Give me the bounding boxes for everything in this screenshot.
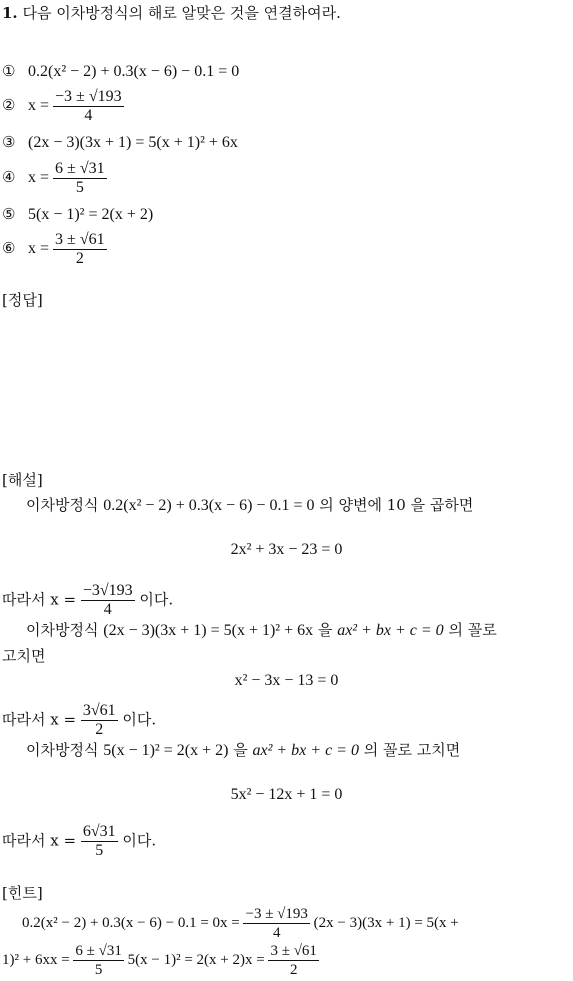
hint-fraction xyxy=(243,905,309,942)
hint-expression: 1)² + 6xx = xyxy=(2,951,70,968)
fraction-numerator: 6 ± √31 xyxy=(55,160,105,177)
fraction-denominator: 4 xyxy=(103,601,112,618)
solution-text: 이다. xyxy=(122,831,157,850)
hint-fraction xyxy=(268,942,318,979)
hint-line-1 xyxy=(22,905,459,942)
solution-line-3 xyxy=(26,739,460,760)
hint-fraction xyxy=(73,942,123,979)
item-marker: ① xyxy=(2,64,16,80)
solution-text: 을 xyxy=(233,741,248,759)
question-prompt: 다음 이차방정식의 해로 알맞은 것을 연결하여라. xyxy=(22,4,341,22)
solution-text: 따라서 x = xyxy=(2,590,77,609)
fraction-numerator: −3√193 xyxy=(82,582,133,599)
item-expression: 0.2(x² − 2) + 0.3(x − 6) − 0.1 = 0 xyxy=(28,63,240,80)
question-number: 1. xyxy=(2,4,18,22)
solution-equation-2: x² − 3x − 13 = 0 xyxy=(234,672,339,689)
fraction-denominator: 2 xyxy=(75,250,84,267)
item-fraction xyxy=(53,231,107,268)
item-marker: ⑤ xyxy=(2,207,16,223)
fraction-denominator: 5 xyxy=(94,962,103,978)
solution-text: 이차방정식 xyxy=(26,741,99,759)
result-fraction xyxy=(81,702,118,739)
result-fraction xyxy=(81,582,135,619)
hint-line-2 xyxy=(2,942,319,979)
item-marker: ③ xyxy=(2,135,16,151)
solution-label: [해설] xyxy=(2,471,43,489)
solution-result-1 xyxy=(2,582,173,619)
solution-text: 이차방정식 xyxy=(26,496,99,514)
solution-result-2 xyxy=(2,702,156,739)
fraction-numerator: 3 ± √61 xyxy=(270,943,317,959)
item-marker: ⑥ xyxy=(2,241,16,258)
solution-text: 이차방정식 xyxy=(26,621,99,639)
item-lhs: x = xyxy=(28,97,50,115)
item-marker: ② xyxy=(2,98,16,115)
fraction-denominator: 2 xyxy=(95,721,104,738)
item-2 xyxy=(2,88,124,125)
fraction-numerator: −3 ± √193 xyxy=(55,88,122,105)
item-lhs: x = xyxy=(28,240,50,258)
item-expression: 5(x − 1)² = 2(x + 2) xyxy=(28,206,154,223)
fraction-denominator: 2 xyxy=(289,962,298,978)
fraction-denominator: 5 xyxy=(95,842,104,859)
solution-text: 의 꼴로 고치면 xyxy=(363,741,461,759)
solution-result-3 xyxy=(2,823,156,860)
item-1 xyxy=(2,62,239,81)
solution-text: 따라서 x = xyxy=(2,831,77,850)
result-fraction xyxy=(81,823,118,860)
hint-label: [힌트] xyxy=(2,884,43,902)
solution-expression: 0.2(x² − 2) + 0.3(x − 6) − 0.1 = 0 xyxy=(103,497,315,514)
solution-line-1 xyxy=(26,494,473,515)
item-6 xyxy=(2,231,107,268)
fraction-numerator: 3 ± √61 xyxy=(55,231,105,248)
fraction-denominator: 4 xyxy=(84,107,93,124)
solution-line-2-cont: 고치면 xyxy=(2,647,46,665)
item-4 xyxy=(2,160,107,197)
answer-label: [정답] xyxy=(2,291,43,309)
solution-text: 의 꼴로 xyxy=(448,621,497,639)
item-expression: (2x − 3)(3x + 1) = 5(x + 1)² + 6x xyxy=(28,134,238,151)
solution-equation-1: 2x² + 3x − 23 = 0 xyxy=(230,541,343,558)
hint-expression: (2x − 3)(3x + 1) = 5(x + xyxy=(313,914,459,931)
hint-expression: 0.2(x² − 2) + 0.3(x − 6) − 0.1 = 0x = xyxy=(22,914,240,931)
solution-form: ax² + bx + c = 0 xyxy=(252,742,359,759)
solution-form: ax² + bx + c = 0 xyxy=(337,622,444,639)
solution-text: 따라서 x = xyxy=(2,710,77,729)
solution-text: 이다. xyxy=(122,710,157,729)
item-lhs: x = xyxy=(28,169,50,187)
solution-text: 이다. xyxy=(139,590,174,609)
solution-line-2 xyxy=(26,619,497,640)
solution-text: 의 양변에 10 을 곱하면 xyxy=(319,496,474,514)
fraction-numerator: 6 ± √31 xyxy=(75,943,122,959)
item-3 xyxy=(2,133,238,152)
fraction-numerator: 6√31 xyxy=(82,823,116,840)
fraction-denominator: 4 xyxy=(272,925,281,941)
item-5 xyxy=(2,205,153,224)
item-fraction xyxy=(53,88,124,125)
solution-equation-3: 5x² − 12x + 1 = 0 xyxy=(230,786,343,803)
solution-expression: (2x − 3)(3x + 1) = 5(x + 1)² + 6x xyxy=(103,622,314,639)
item-marker: ④ xyxy=(2,170,16,187)
fraction-denominator: 5 xyxy=(75,179,84,196)
item-fraction xyxy=(53,160,107,197)
solution-text: 을 xyxy=(317,621,333,639)
question-header xyxy=(2,2,341,23)
solution-expression: 5(x − 1)² = 2(x + 2) xyxy=(103,742,229,759)
fraction-numerator: −3 ± √193 xyxy=(245,906,308,922)
fraction-numerator: 3√61 xyxy=(82,702,116,719)
hint-expression: 5(x − 1)² = 2(x + 2)x = xyxy=(127,951,265,968)
